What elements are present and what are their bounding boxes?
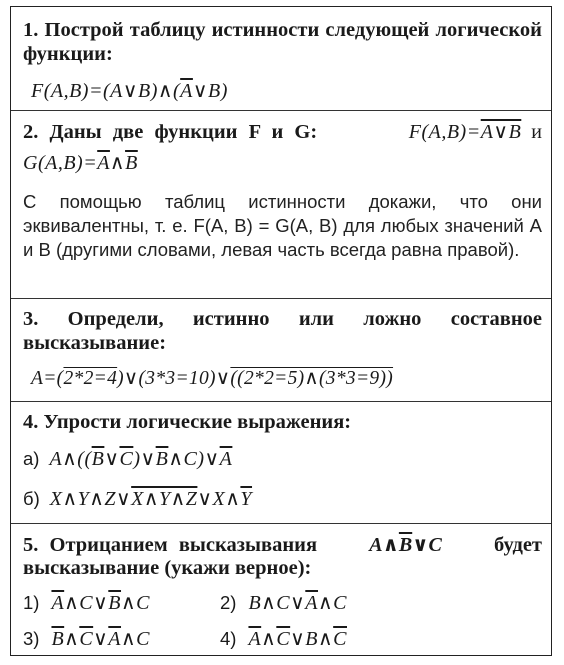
option-3-expression: $\overline{B}\wedge\overline{C}\vee\overline{A}\wedge C$: [51, 628, 150, 650]
item-b-expression: $X\wedge Y\wedge Z\vee X\wedge Y\wedge Z\vee X\wedge\overline{Y}$: [49, 488, 253, 510]
question-1-title: 1. Построй таблицу истинности следующей логической функции:: [23, 19, 542, 65]
answer-option-1[interactable]: [23, 590, 150, 615]
option-4-expression: $\overline{A}\wedge\overline{C}\vee B\wedge\overline{C}$: [248, 628, 347, 650]
formula-text: $F(A,B)=(A\vee B)\wedge(\overline{A}\vee B)$: [31, 80, 228, 102]
question-2-title: 2. Даны две функции F и G:: [23, 121, 318, 143]
question-5-expression: $A\wedge\overline{B}\vee C$: [369, 534, 442, 556]
question-3: [11, 299, 551, 402]
function-g-definition: $G(A,B)=\overline{A}\wedge\overline{B}$: [23, 152, 138, 174]
question-5-title-start: 5. Отрицанием высказывания: [23, 534, 318, 556]
question-5: [11, 524, 551, 656]
answer-option-3[interactable]: [23, 626, 150, 651]
question-2-body: С помощью таблиц истинности докажи, что они эквивалентны, т. е. F(A, B) = G(A, B) для любых значений А и В (другими словами, левая часть всегда равна правой).: [23, 191, 542, 260]
question-1-formula: [31, 78, 228, 104]
option-3-label: 3): [23, 628, 40, 649]
question-5-title-line: [23, 532, 542, 557]
and-word: и: [531, 121, 542, 143]
question-4: [11, 402, 551, 524]
answer-option-2[interactable]: [220, 590, 347, 615]
option-1-label: 1): [23, 592, 40, 613]
option-4-label: 4): [220, 628, 237, 649]
question-5-title-end: высказывание (укажи верное):: [23, 557, 312, 579]
question-2-title-line: [23, 119, 542, 144]
function-f-definition: F(A,B)=A∨B: [408, 121, 522, 143]
question-4-item-b: [23, 486, 252, 511]
worksheet: [10, 6, 552, 656]
item-a-expression: $A\wedge((\overline{B}\vee\overline{C})\vee\overline{B}\wedge C)\vee\overline{A}$: [49, 448, 233, 470]
question-3-formula: A=(2*2=4)∨(3*3=10)∨((2*2=5)∧(3*3=9)): [31, 368, 394, 389]
question-3-title: 3. Определи, истинно или ложно составное высказывание:: [23, 308, 542, 354]
item-a-label: а): [23, 448, 40, 469]
question-4-title: 4. Упрости логические выражения:: [23, 411, 352, 433]
option-2-label: 2): [220, 592, 237, 613]
answer-option-4[interactable]: [220, 626, 347, 651]
question-5-title-will: будет: [494, 534, 542, 556]
question-2: [11, 111, 551, 299]
question-4-item-a: [23, 446, 232, 471]
option-1-expression: $\overline{A}\wedge C\vee\overline{B}\wedge C$: [51, 592, 150, 614]
question-1: [11, 7, 551, 111]
item-b-label: б): [23, 488, 40, 509]
option-2-expression: $B\wedge C\vee\overline{A}\wedge C$: [248, 592, 347, 614]
